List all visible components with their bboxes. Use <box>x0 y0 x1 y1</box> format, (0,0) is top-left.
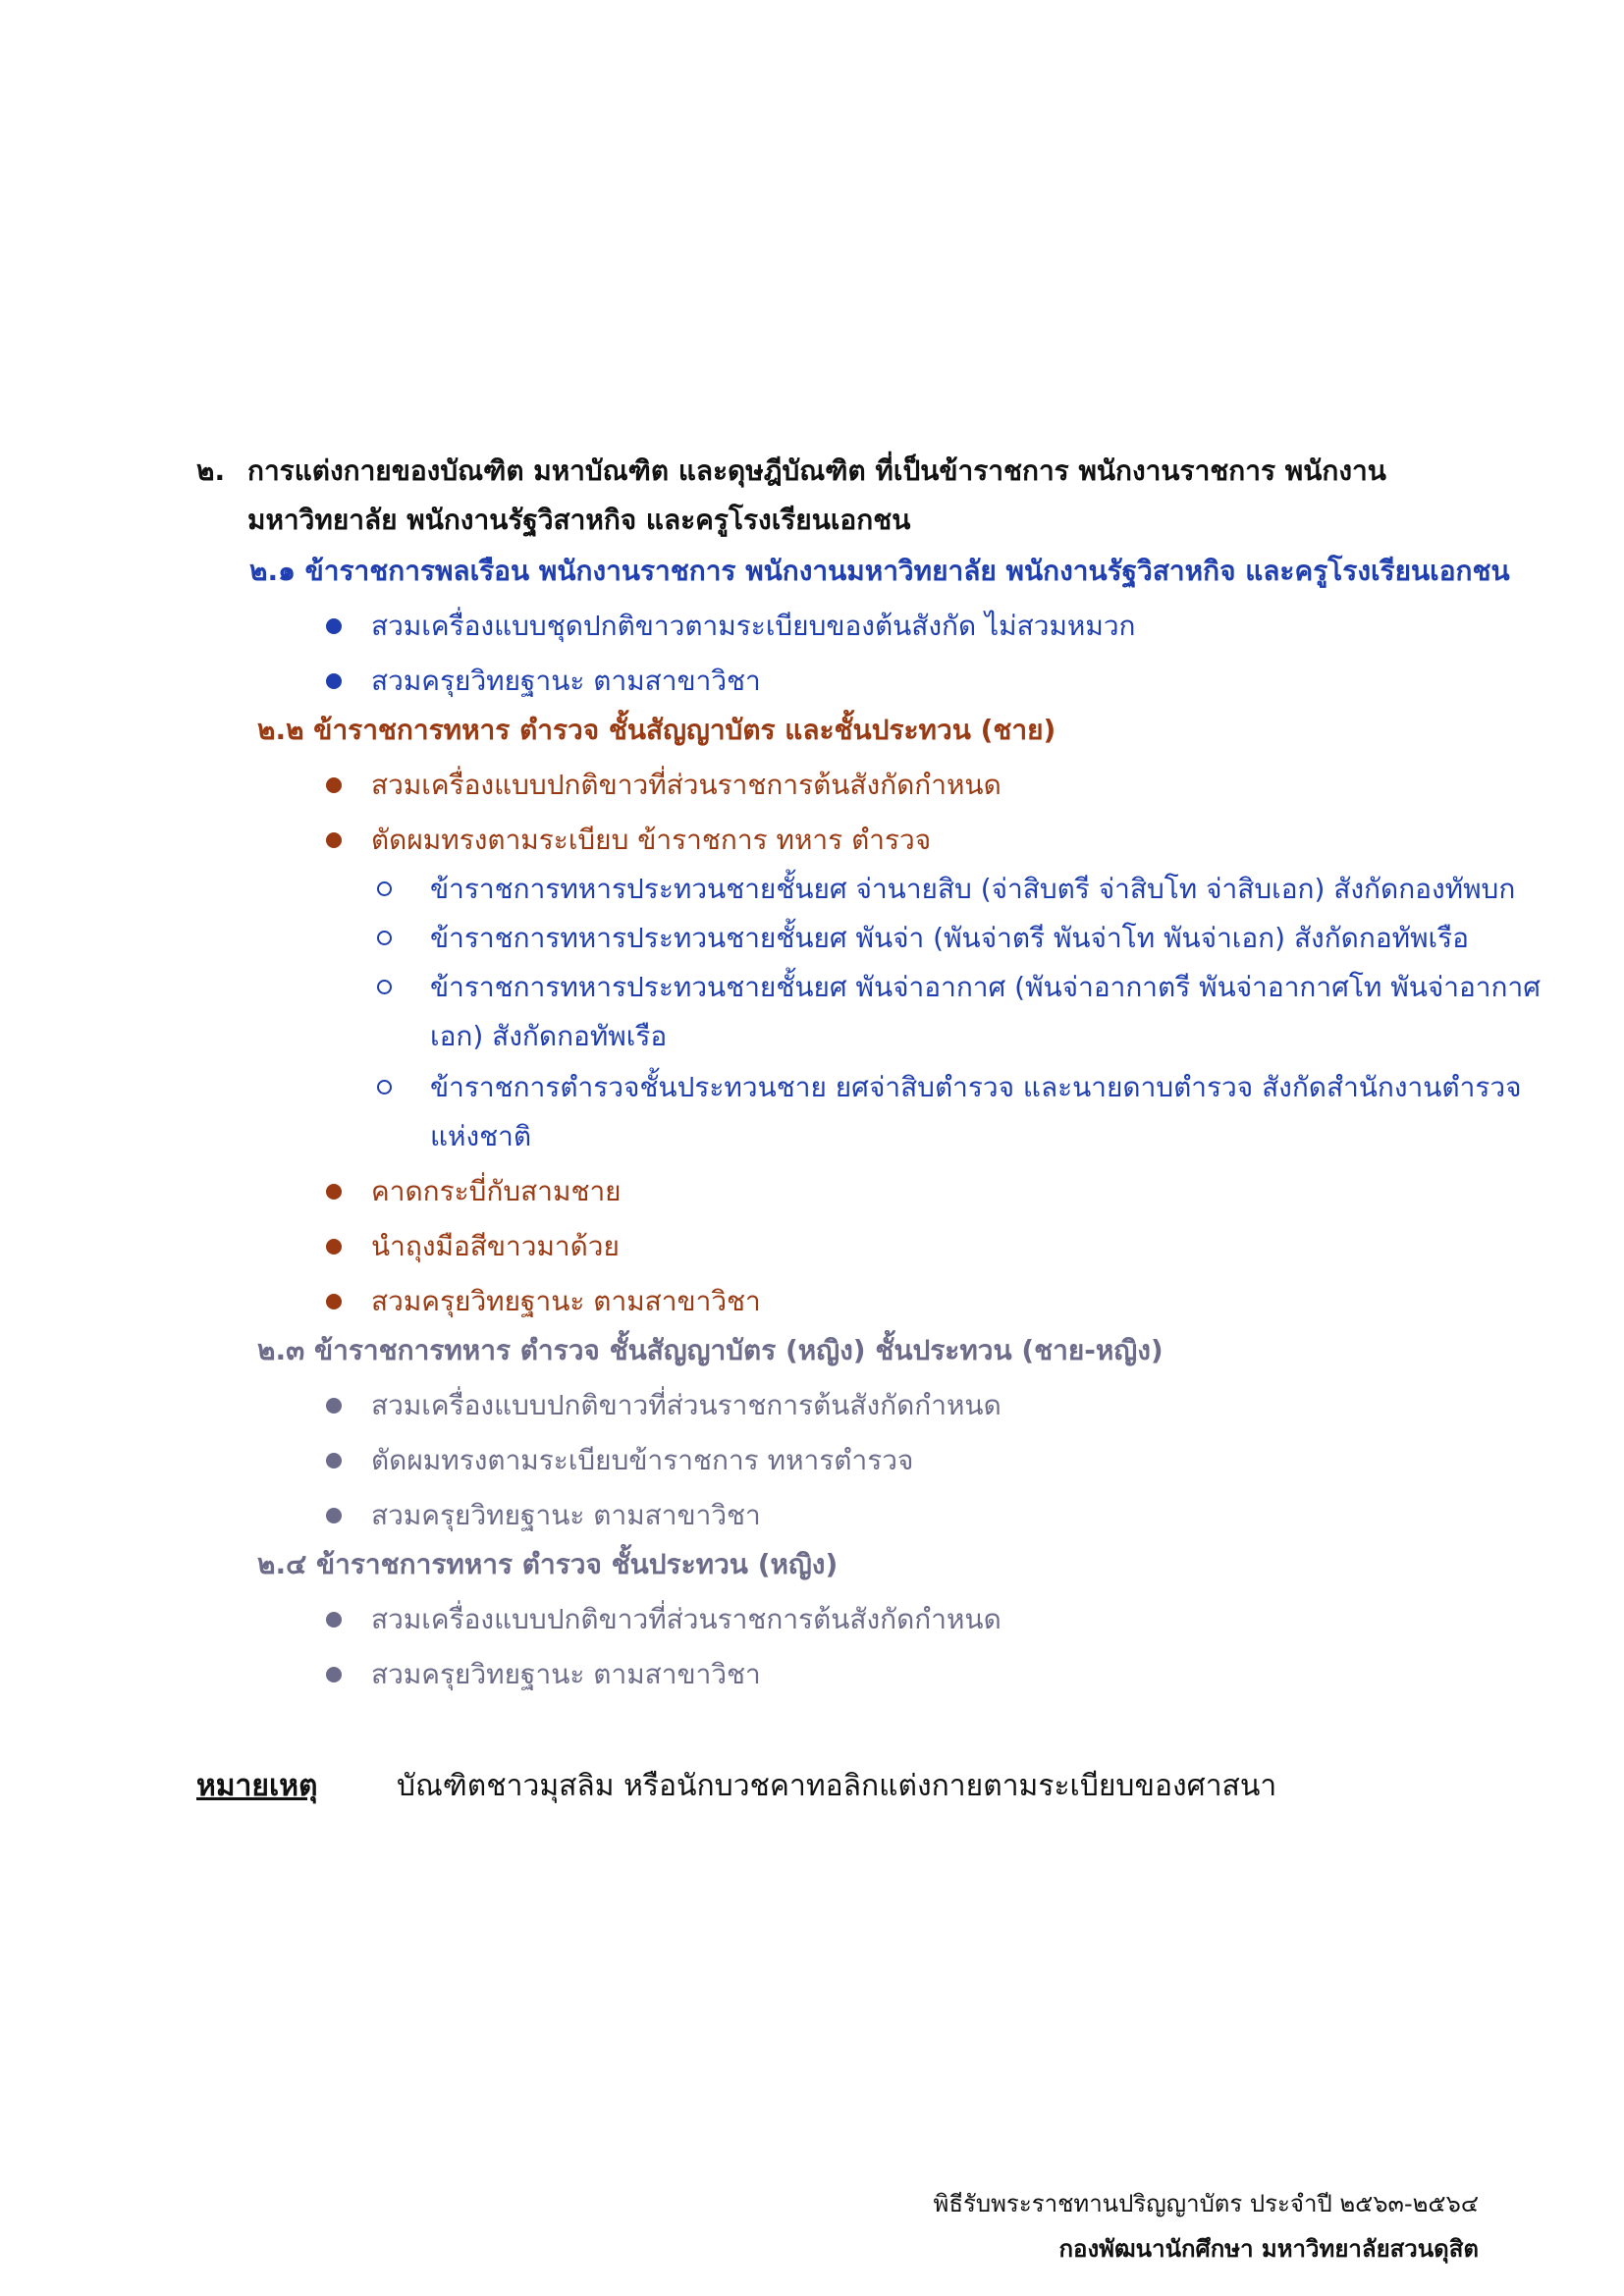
sub-list-item: ข้าราชการทหารประทวนชายชั้นยศ จ่านายสิบ (จ่าสิบตรี จ่าสิบโท จ่าสิบเอก) สังกัดกองทัพบก <box>430 873 1516 905</box>
subsection-2-3-heading: ๒.๓ ข้าราชการทหาร ตำรวจ ชั้นสัญญาบัตร (หญิง) ชั้นประทวน (ชาย-หญิง) <box>257 1334 1164 1366</box>
list-item: ตัดผมทรงตามระเบียบข้าราชการ ทหารตำรวจ <box>371 1444 914 1476</box>
bullet-circle-icon <box>377 931 392 945</box>
bullet-dot-icon <box>326 1184 342 1200</box>
bullet-dot-icon <box>326 618 342 634</box>
note-label: หมายเหตุ <box>196 1769 318 1803</box>
list-item: สวมครุยวิทยฐานะ ตามสาขาวิชา <box>371 1499 761 1531</box>
bullet-dot-icon <box>326 1398 342 1414</box>
list-item: สวมครุยวิทยฐานะ ตามสาขาวิชา <box>371 665 761 697</box>
section-title-line1: การแต่งกายของบัณฑิต มหาบัณฑิต และดุษฎีบัณฑิต ที่เป็นข้าราชการ พนักงานราชการ พนักงาน <box>247 454 1386 487</box>
list-item: สวมเครื่องแบบชุดปกติขาวตามระเบียบของต้นสังกัด ไม่สวมหมวก <box>371 610 1136 642</box>
footer-ceremony-line: พิธีรับพระราชทานปริญญาบัตร ประจำปี ๒๕๖๓-๒๕๖๔ <box>933 2190 1479 2217</box>
sub-list-item-continuation: แห่งชาติ <box>430 1120 532 1152</box>
list-item: สวมเครื่องแบบปกติขาวที่ส่วนราชการต้นสังกัดกำหนด <box>371 1603 1001 1635</box>
list-item: ตัดผมทรงตามระเบียบ ข้าราชการ ทหาร ตำรวจ <box>371 824 932 856</box>
sub-list-item: ข้าราชการทหารประทวนชายชั้นยศ พันจ่าอากาศ (พันจ่าอากาตรี พันจ่าอากาศโท พันจ่าอากาศ <box>430 971 1541 1003</box>
bullet-dot-icon <box>326 1239 342 1255</box>
list-item: สวมครุยวิทยฐานะ ตามสาขาวิชา <box>371 1285 761 1317</box>
note-text: บัณฑิตชาวมุสลิม หรือนักบวชคาทอลิกแต่งกายตามระเบียบของศาสนา <box>397 1769 1277 1803</box>
sub-list-item-continuation: เอก) สังกัดกอทัพเรือ <box>430 1020 668 1052</box>
subsection-2-1-heading: ๒.๑ ข้าราชการพลเรือน พนักงานราชการ พนักงานมหาวิทยาลัย พนักงานรัฐวิสาหกิจ และครูโรงเรียนเอกชน <box>249 555 1510 587</box>
list-item: สวมเครื่องแบบปกติขาวที่ส่วนราชการต้นสังกัดกำหนด <box>371 769 1001 801</box>
list-item: คาดกระบี่กับสามชาย <box>371 1175 622 1207</box>
bullet-circle-icon <box>377 1080 392 1095</box>
section-title-line2: มหาวิทยาลัย พนักงานรัฐวิสาหกิจ และครูโรงเรียนเอกชน <box>247 504 911 536</box>
subsection-2-2-heading: ๒.๒ ข้าราชการทหาร ตำรวจ ชั้นสัญญาบัตร และชั้นประทวน (ชาย) <box>257 714 1056 746</box>
sub-list-item: ข้าราชการตำรวจชั้นประทวนชาย ยศจ่าสิบตำรวจ และนายดาบตำรวจ สังกัดสำนักงานตำรวจ <box>430 1071 1522 1103</box>
list-item: สวมเครื่องแบบปกติขาวที่ส่วนราชการต้นสังกัดกำหนด <box>371 1389 1001 1421</box>
bullet-dot-icon <box>326 673 342 689</box>
bullet-dot-icon <box>326 1453 342 1468</box>
bullet-circle-icon <box>377 881 392 896</box>
subsection-2-4-heading: ๒.๔ ข้าราชการทหาร ตำรวจ ชั้นประทวน (หญิง) <box>257 1548 839 1580</box>
bullet-dot-icon <box>326 1667 342 1682</box>
footer-department-line: กองพัฒนานักศึกษา มหาวิทยาลัยสวนดุสิต <box>1058 2235 1479 2263</box>
list-item: นำถุงมือสีขาวมาด้วย <box>371 1230 620 1262</box>
bullet-dot-icon <box>326 832 342 848</box>
bullet-dot-icon <box>326 1508 342 1523</box>
bullet-circle-icon <box>377 980 392 994</box>
section-number: ๒. <box>196 454 226 487</box>
list-item: สวมครุยวิทยฐานะ ตามสาขาวิชา <box>371 1658 761 1690</box>
bullet-dot-icon <box>326 1294 342 1309</box>
sub-list-item: ข้าราชการทหารประทวนชายชั้นยศ พันจ่า (พันจ่าตรี พันจ่าโท พันจ่าเอก) สังกัดกอทัพเรือ <box>430 922 1469 954</box>
bullet-dot-icon <box>326 1612 342 1628</box>
bullet-dot-icon <box>326 777 342 793</box>
